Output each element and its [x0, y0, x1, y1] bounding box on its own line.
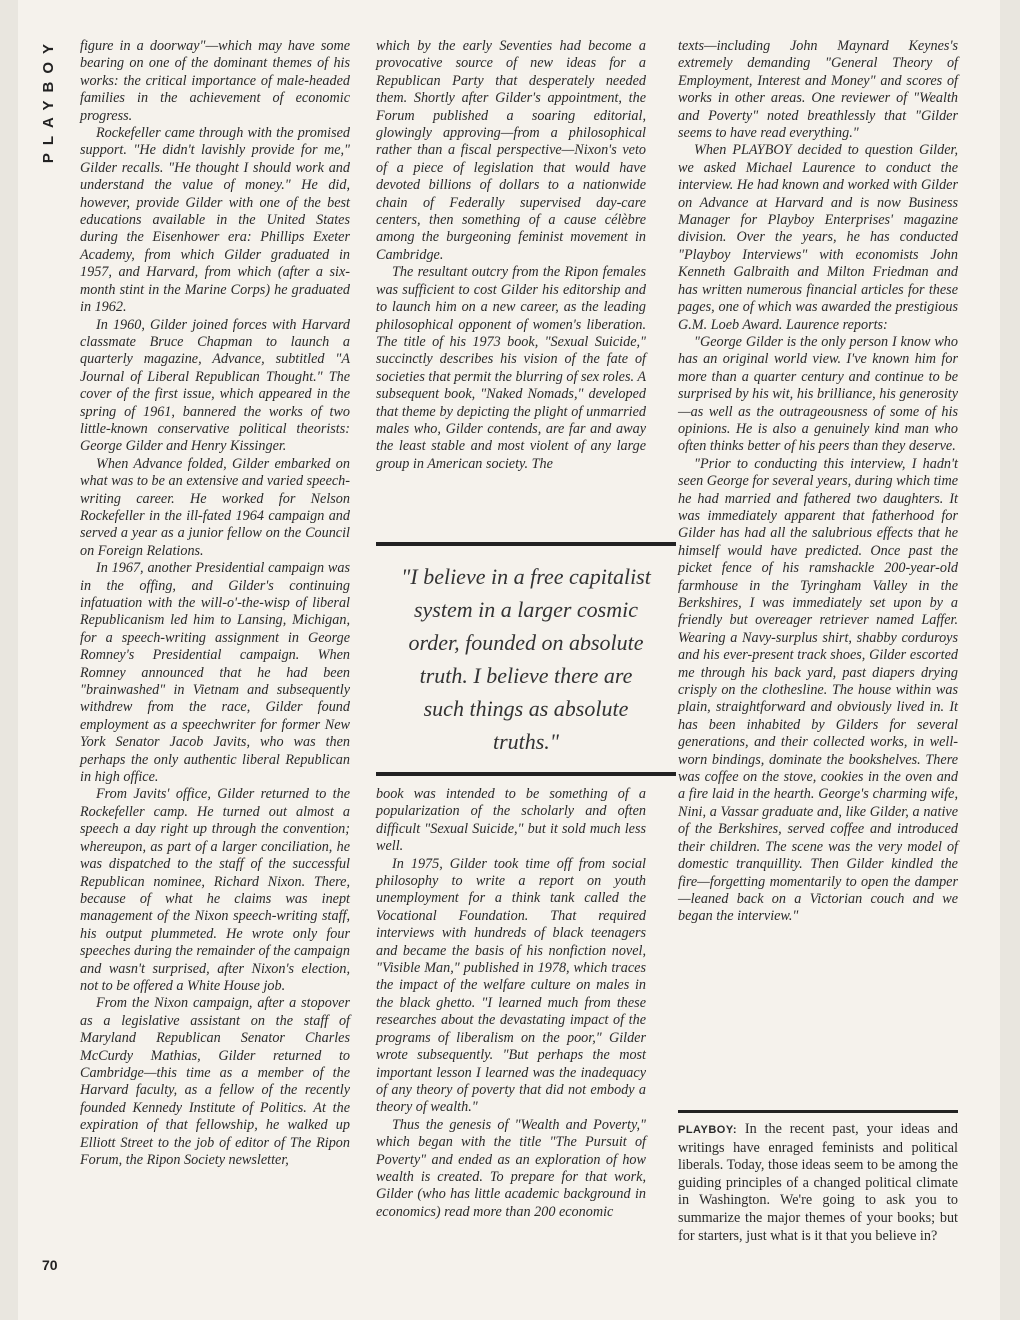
- paragraph: In 1967, another Presidential campaign was in the offing, and Gilder's continuing infatuation with the will-o'-the-wisp of liberal Republicanism led him to Lansing, Michigan, for a speech-writing assignment in George Romney's Presidential campaign. When Romney announced that he had been "brainwashed" in Vietnam and subsequently withdrew from the race, Gilder found employment as a speechwriter for former New York Senator Jacob Javits, who was then perhaps the only authentic liberal Republican in high office.: [80, 560, 350, 786]
- paragraph: When PLAYBOY decided to question Gilder, we asked Michael Laurence to conduct the interview. He had known and worked with Gilder on Advance at Harvard and is now Business Manager for Playboy Enterprises' magazine division. Over the years, he has conducted "Playboy Interviews" with economists John Kenneth Galbraith and Milton Friedman and has written numerous financial articles for these pages, one of which was awarded the prestigious G.M. Loeb Award. Laurence reports:: [678, 142, 958, 333]
- interview-question: [678, 1121, 958, 1245]
- paragraph: From Javits' office, Gilder returned to the Rockefeller camp. He turned out almost a speech a day right up through the convention; whereupon, as part of a larger conciliation, he was dispatched to the staff of the successful Republican nominee, Richard Nixon. There, because of what he claims was inept management of the Nixon speech-writing staff, his output plummeted. He wrote only four speeches during the remainder of the campaign and wasn't surprised, after Nixon's election, not to be offered a White House job.: [80, 786, 350, 994]
- paragraph: texts—including John Maynard Keynes's extremely demanding "General Theory of Employment, Interest and Money" and scores of works in other areas. One reviewer of "Wealth and Poverty" noted breathlessly that "Gilder seems to have read everything.": [678, 38, 958, 142]
- paragraph: From the Nixon campaign, after a stopover as a legislative assistant on the staff of Maryland Republican Senator Charles McCurdy Mathias, Gilder returned to Cambridge—this time as a member of the Harvard faculty, as a fellow of the recently founded Kennedy Institute of Politics. At the expiration of that fellowship, he walked up Elliott Street to the job of editor of The Ripon Forum, the Ripon Society newsletter,: [80, 995, 350, 1168]
- paragraph: which by the early Seventies had become a provocative source of new ideas for a Republican Party that desperately needed them. Shortly after Gilder's appointment, the Forum published a soaring editorial, glowingly approving—from a philosophical rather than a fiscal perspective—Nixon's veto of a piece of legislation that would have devoted billions of dollars to a nationwide chain of Federally supervised day-care centers, then something of a cause célèbre among the burgeoning feminist movement in Cambridge.: [376, 38, 646, 263]
- paragraph: book was intended to be something of a popularization of the scholarly and often difficult "Sexual Suicide," but it sold much less well.: [376, 786, 646, 855]
- paragraph: figure in a doorway"—which may have some bearing on one of the dominant themes of his works: the critical importance of male-headed families in the achievement of economic progress.: [80, 38, 350, 124]
- paragraph: "George Gilder is the only person I know who has an original world view. I've known him for more than a quarter century and continue to be surprised by his wit, his brilliance, his generosity—as well as the outrageousness of some of his opinions. He is also a genuinely kind man who often thinks better of his peers than they deserve.: [678, 333, 958, 455]
- masthead: PLAYBOY: [40, 36, 57, 164]
- pull-quote-text: "I believe in a free capitalist system in a larger cosmic order, founded on absolute truth. I believe there are such things as absolute truths.": [401, 564, 651, 754]
- pull-quote: [376, 542, 676, 776]
- paragraph: Rockefeller came through with the promised support. "He didn't lavishly provide for me," Gilder recalls. "He thought I should work and understand the value of money." He did, however, provide Gilder with one of the best educations available in the United States during the Eisenhower era: Phillips Exeter Academy, from which Gilder graduated in 1957, and Harvard, from which (after a six-month stint in the Marine Corps) he graduated in 1962.: [80, 125, 350, 316]
- question-text: In the recent past, your ideas and writings have enraged feminists and political liberals. Today, those ideas seem to be among the guiding principles of a changed political climate in Washington. We're going to ask you to summarize the major themes of your books; but for starters, just what is it that you believe in?: [678, 1121, 958, 1244]
- column-3: [678, 38, 958, 926]
- paragraph: In 1960, Gilder joined forces with Harvard classmate Bruce Chapman to launch a quarterly magazine, Advance, subtitled "A Journal of Liberal Republican Thought." The cover of the first issue, which appeared in the spring of 1961, bannered the works of two little-known conservative political theorists: George Gilder and Henry Kissinger.: [80, 316, 350, 455]
- interview-start: [678, 1110, 958, 1245]
- column-1: [80, 38, 350, 1169]
- magazine-page: [18, 0, 1000, 1320]
- speaker-label: PLAYBOY:: [678, 1124, 738, 1136]
- paragraph: "Prior to conducting this interview, I hadn't seen George for several years, during which time he had married and fathered two daughters. It was immediately apparent that fatherhood for Gilder has had all the salubrious effects that he himself would have predicted. Once past the picket fence of his ramshackle 200-year-old farmhouse in the Tyringham Valley in the Berkshires, I was immediately set upon by a friendly but overeager retriever named Laffer. Wearing a Navy-surplus shirt, shabby corduroys and his ever-present track shoes, Gilder escorted me through his back yard, past diapers drying crisply on the clothesline. The house within was plain, straightforward and obviously lived in. It has been inhabited by Gilders for several generations, and their collected works, in well-worn bindings, dominate the bookshelves. There was coffee on the stove, cookies in the oven and a fire laid in the hearth. George's charming wife, Nini, a Vassar graduate and, like Gilder, a native of the Berkshires, served coffee and introduced their children. The scene was the very model of domestic tranquillity. Then Gilder kindled the fire—forgetting momentarily to open the damper—leaned back on a Victorian couch and we began the interview.": [678, 455, 959, 925]
- column-2-bottom: [376, 786, 646, 1221]
- paragraph: When Advance folded, Gilder embarked on what was to be an extensive and varied speech-writing career. He worked for Nelson Rockefeller in the ill-fated 1964 campaign and served a year as a junior fellow on the Council on Foreign Relations.: [80, 455, 350, 559]
- paragraph: The resultant outcry from the Ripon females was sufficient to cost Gilder his editorship and to launch him on a new career, as the leading philosophical opponent of women's liberation. The title of his 1973 book, "Sexual Suicide," succinctly describes his vision of the fate of societies that permit the blurring of sex roles. A subsequent book, "Naked Nomads," developed that theme by depicting the plight of unmarried males who, Gilder contends, are far and away the least stable and most violent of any large group in American society. The: [376, 264, 646, 472]
- paragraph: In 1975, Gilder took time off from social philosophy to write a report on youth unemployment for a think tank called the Vocational Foundation. That required interviews with hundreds of black teenagers and became the basis of his nonfiction novel, "Visible Man," published in 1978, which traces the impact of the welfare culture on males in the black ghetto. "I learned much from these researches about the devastating impact of the programs of liberalism on the poor," Gilder wrote subsequently. "But perhaps the most important lesson I learned was the inadequacy of any theory of poverty that did not embody a theory of wealth.": [376, 855, 646, 1116]
- paragraph: Thus the genesis of "Wealth and Poverty," which began with the title "The Pursuit of Poverty" and ended as an exploration of how wealth is created. To prepare for that work, Gilder (who has little academic background in economics) read more than 200 economic: [376, 1116, 646, 1220]
- page-number: 70: [42, 1257, 58, 1273]
- column-2-top: [376, 38, 646, 473]
